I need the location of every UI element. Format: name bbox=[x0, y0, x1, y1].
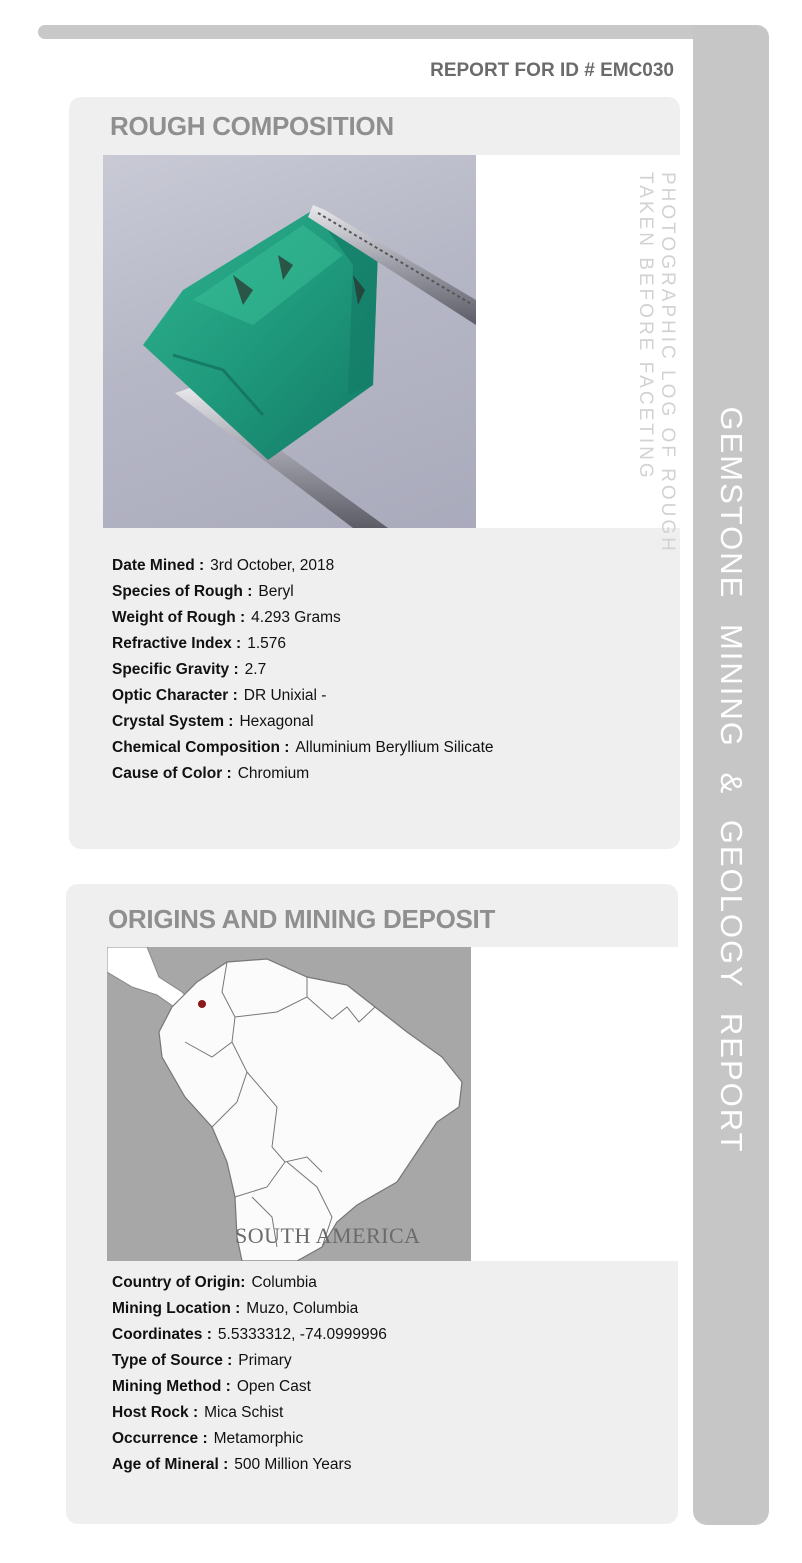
field-row: Mining Location : Muzo, Columbia bbox=[112, 1300, 359, 1317]
rough-composition-title: ROUGH COMPOSITION bbox=[110, 111, 394, 141]
rough-gem-photo bbox=[103, 155, 476, 528]
field-row: Refractive Index : 1.576 bbox=[112, 635, 287, 652]
location-pin bbox=[198, 1000, 206, 1008]
field-row: Occurrence : Metamorphic bbox=[112, 1430, 304, 1447]
rough-fields bbox=[112, 553, 494, 787]
south-america-map bbox=[107, 947, 471, 1261]
field-row: Coordinates : 5.5333312, -74.0999996 bbox=[112, 1326, 387, 1343]
side-title bbox=[693, 25, 769, 1525]
field-row: Species of Rough : Beryl bbox=[112, 583, 294, 600]
field-row: Date Mined : 3rd October, 2018 bbox=[112, 557, 335, 574]
photo-caption-line2: TAKEN BEFORE FACETING bbox=[635, 172, 656, 481]
photo-caption-line1: PHOTOGRAPHIC LOG OF ROUGH bbox=[657, 172, 678, 554]
field-row: Weight of Rough : 4.293 Grams bbox=[112, 609, 341, 626]
field-row: Country of Origin: Columbia bbox=[112, 1274, 317, 1291]
side-title-text: GEMSTONE MINING & GEOLOGY REPORT bbox=[714, 406, 749, 1154]
map-image bbox=[107, 947, 471, 1261]
report-id: REPORT FOR ID # EMC030 bbox=[430, 60, 674, 81]
photo-caption bbox=[633, 172, 679, 554]
field-row: Age of Mineral : 500 Million Years bbox=[112, 1456, 352, 1473]
field-row: Chemical Composition : Alluminium Beryllium Silicate bbox=[112, 739, 494, 756]
origin-fields bbox=[112, 1270, 387, 1478]
field-row: Type of Source : Primary bbox=[112, 1352, 292, 1369]
rough-gem-image bbox=[103, 155, 476, 528]
field-row: Host Rock : Mica Schist bbox=[112, 1404, 284, 1421]
origins-title: ORIGINS AND MINING DEPOSIT bbox=[108, 904, 496, 934]
top-bar bbox=[38, 25, 738, 39]
field-row: Optic Character : DR Unixial - bbox=[112, 687, 327, 704]
field-row: Cause of Color : Chromium bbox=[112, 765, 310, 782]
field-row: Specific Gravity : 2.7 bbox=[112, 661, 267, 678]
field-row: Mining Method : Open Cast bbox=[112, 1378, 311, 1395]
field-row: Crystal System : Hexagonal bbox=[112, 713, 314, 730]
map-label: SOUTH AMERICA bbox=[235, 1223, 421, 1248]
